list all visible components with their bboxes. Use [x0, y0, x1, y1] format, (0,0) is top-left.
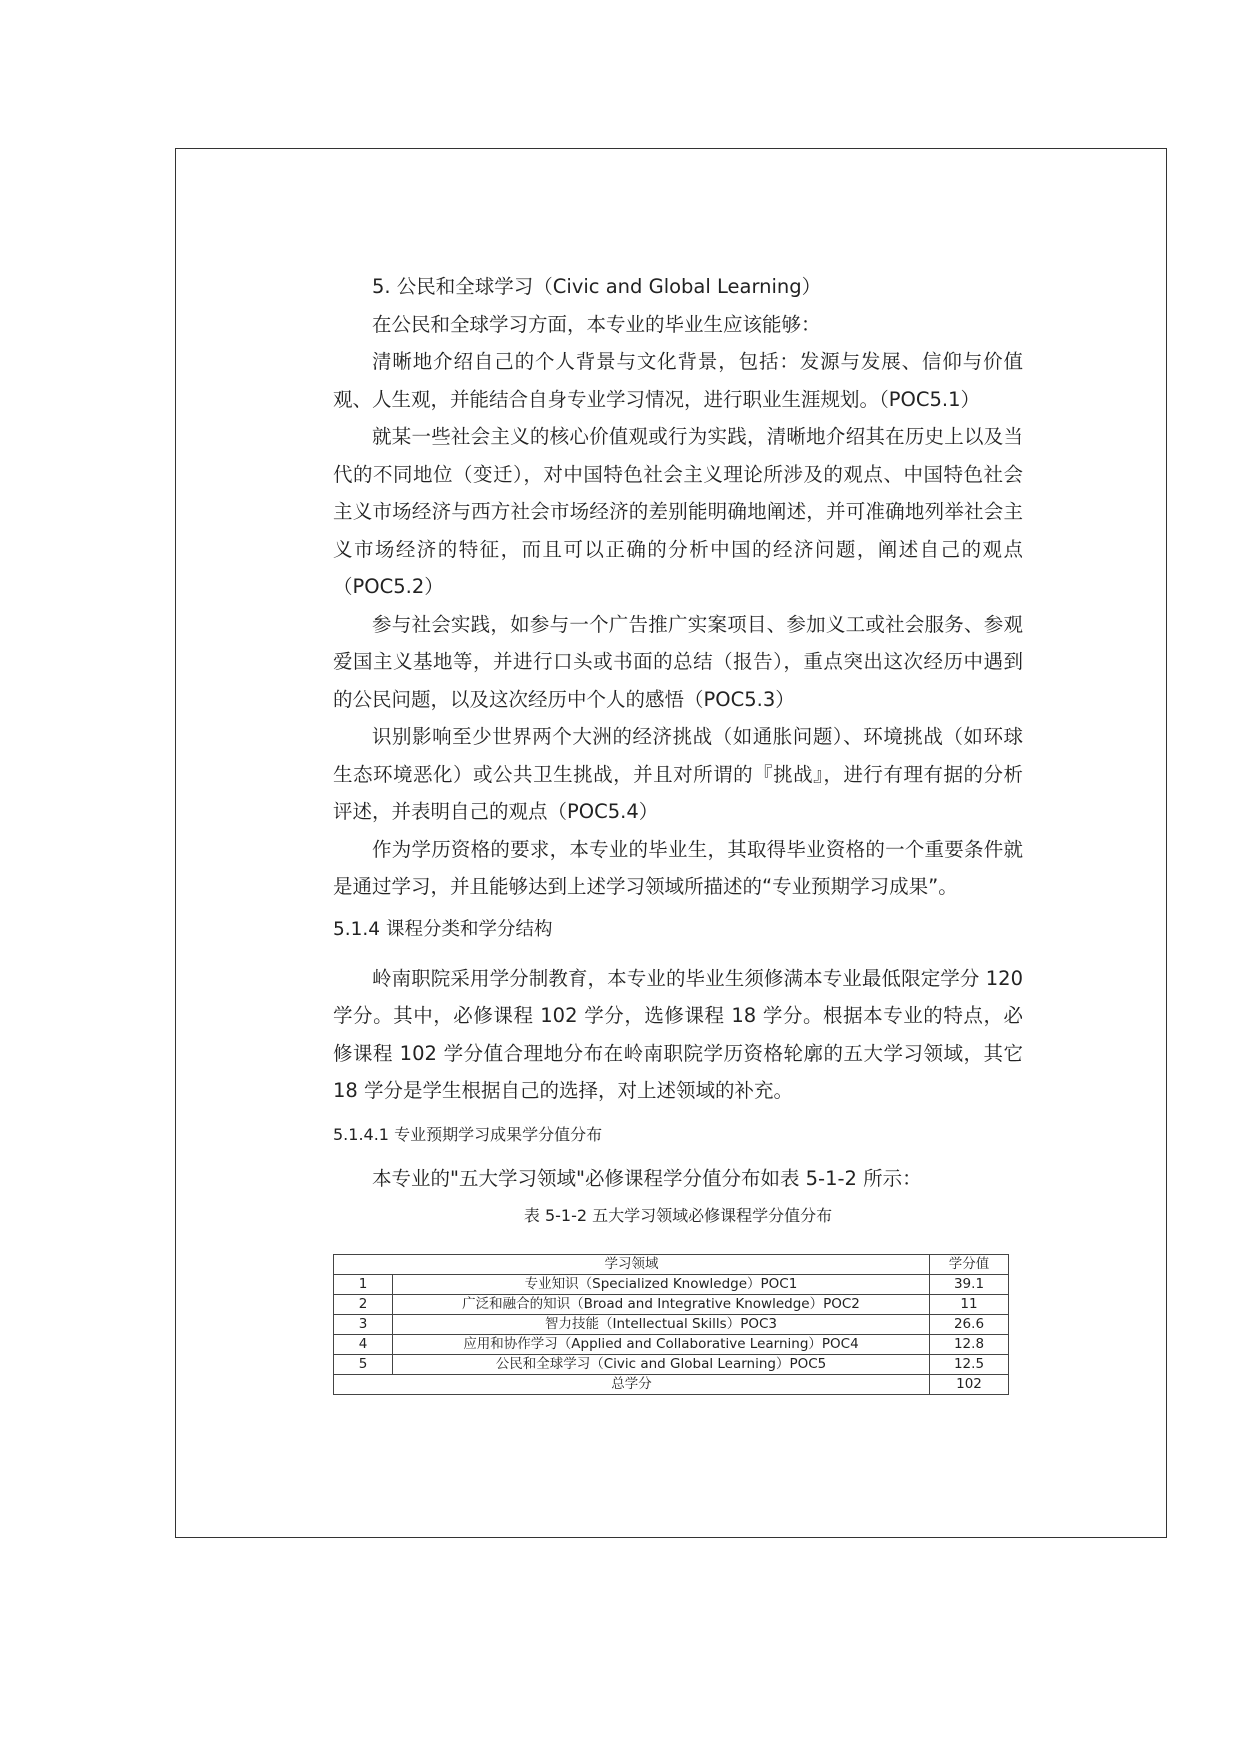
table-caption: 表 5-1-2 五大学习领域必修课程学分值分布: [523, 1206, 833, 1225]
row-area: 智力技能（Intellectual Skills）POC3: [393, 1315, 930, 1335]
header-area: 学习领域: [334, 1255, 930, 1275]
document-body: [333, 268, 1023, 1395]
table-row: [334, 1315, 1009, 1335]
row-number: 5: [334, 1355, 393, 1375]
row-value: 39.1: [930, 1275, 1009, 1295]
section-5-1-4-1-body: 本专业的"五大学习领域"必修课程学分值分布如表 5-1-2 所示：: [372, 1166, 922, 1190]
table-row: [334, 1335, 1009, 1355]
table-row: [334, 1275, 1009, 1295]
row-number: 2: [334, 1295, 393, 1315]
poc-5-2-paragraph: 就某一些社会主义的核心价值观或行为实践，清晰地介绍其在历史上以及当代的不同地位（变迁），对中国特色社会主义理论所涉及的观点、中国特色社会主义市场经济与西方社会市场经济的差别能明确地阐述，并可准确地列举社会主义市场经济的特征，而且可以正确的分析中国的经济问题，阐述自己的观点（POC5.2）: [333, 425, 1023, 598]
poc-5-1-paragraph: 清晰地介绍自己的个人背景与文化背景，包括：发源与发展、信仰与价值观、人生观，并能结合自身专业学习情况，进行职业生涯规划。（POC5.1）: [333, 350, 1023, 411]
table-row: [334, 1295, 1009, 1315]
section-5-1-4-heading: 5.1.4 课程分类和学分结构: [333, 918, 553, 940]
total-value: 102: [930, 1375, 1009, 1395]
section-5-heading: 5. 公民和全球学习（Civic and Global Learning）: [372, 275, 822, 298]
row-area: 公民和全球学习（Civic and Global Learning）POC5: [393, 1355, 930, 1375]
section-5-conclusion: 作为学历资格的要求，本专业的毕业生，其取得毕业资格的一个重要条件就是通过学习，并且能够达到上述学习领域所描述的“专业预期学习成果”。: [333, 837, 1023, 898]
row-value: 26.6: [930, 1315, 1009, 1335]
row-number: 1: [334, 1275, 393, 1295]
credit-distribution-table: [333, 1254, 1009, 1395]
section-5-1-4-body: 岭南职院采用学分制教育，本专业的毕业生须修满本专业最低限定学分 120 学分。其中，必修课程 102 学分，选修课程 18 学分。根据本专业的特点，必修课程 102 学分值合理地分布在岭南职院学历资格轮廓的五大学习领域，其它 18 学分是学生根据自己的选择，对上述领域的补充。: [333, 966, 1023, 1102]
poc-5-4-paragraph: 识别影响至少世界两个大洲的经济挑战（如通胀问题）、环境挑战（如环球生态环境恶化）或公共卫生挑战，并且对所谓的『挑战』，进行有理有据的分析评述，并表明自己的观点（POC5.4）: [333, 725, 1023, 823]
row-value: 12.8: [930, 1335, 1009, 1355]
row-area: 专业知识（Specialized Knowledge）POC1: [393, 1275, 930, 1295]
row-value: 12.5: [930, 1355, 1009, 1375]
row-value: 11: [930, 1295, 1009, 1315]
table-total-row: [334, 1375, 1009, 1395]
section-5-intro: 在公民和全球学习方面，本专业的毕业生应该能够：: [372, 312, 821, 336]
poc-5-3-paragraph: 参与社会实践，如参与一个广告推广实案项目、参加义工或社会服务、参观爱国主义基地等，并进行口头或书面的总结（报告），重点突出这次经历中遇到的公民问题，以及这次经历中个人的感悟（POC5.3）: [333, 612, 1023, 711]
table-row: [334, 1355, 1009, 1375]
section-5-1-4-1-heading: 5.1.4.1 专业预期学习成果学分值分布: [333, 1124, 603, 1144]
table-header-row: [334, 1255, 1009, 1275]
row-number: 3: [334, 1315, 393, 1335]
row-area: 广泛和融合的知识（Broad and Integrative Knowledge）POC2: [393, 1295, 930, 1315]
row-area: 应用和协作学习（Applied and Collaborative Learning）POC4: [393, 1335, 930, 1355]
total-label: 总学分: [334, 1375, 930, 1395]
header-value: 学分值: [930, 1255, 1009, 1275]
row-number: 4: [334, 1335, 393, 1355]
